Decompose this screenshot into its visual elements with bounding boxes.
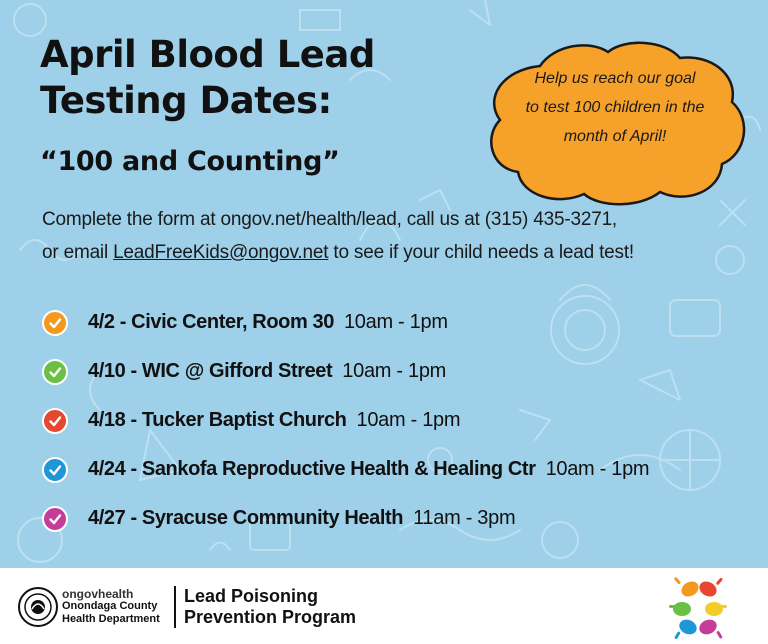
- intro-line-1: Complete the form at ongov.net/health/lead, call us at (315) 435-3271,: [42, 209, 618, 230]
- intro-line-2: [42, 236, 742, 269]
- date-time: 10am - 1pm: [343, 311, 448, 333]
- goal-callout-cloud: [480, 36, 750, 208]
- county-seal-icon: [18, 587, 58, 627]
- intro-email-suffix: to see if your child needs a lead test!: [328, 242, 634, 263]
- title-line-1: April Blood Lead: [40, 33, 375, 76]
- email-link[interactable]: LeadFreeKids@ongov.net: [113, 242, 329, 263]
- date-item: [42, 298, 762, 347]
- date-location: 4/18 - Tucker Baptist Church: [88, 409, 347, 431]
- date-location: 4/2 - Civic Center, Room 30: [88, 311, 334, 333]
- intro-email-prefix: or email: [42, 242, 114, 263]
- callout-line-3: month of April!: [563, 128, 667, 145]
- date-location: 4/10 - WIC @ Gifford Street: [88, 360, 333, 382]
- footer: [0, 568, 768, 644]
- checkmark-icon: [42, 408, 68, 434]
- checkmark-icon: [42, 359, 68, 385]
- checkmark-icon: [42, 506, 68, 532]
- program-name: [184, 586, 356, 628]
- org-name: [62, 588, 160, 626]
- testing-dates-list: [42, 298, 762, 543]
- checkmark-icon: [42, 457, 68, 483]
- page-title: [40, 32, 375, 124]
- dept-line-1: Onondaga County: [62, 600, 158, 612]
- date-item: [42, 445, 762, 494]
- date-item: [42, 494, 762, 543]
- intro-text: [42, 203, 742, 269]
- callout-text: [498, 64, 732, 151]
- footer-divider: [174, 586, 176, 628]
- date-item: [42, 396, 762, 445]
- callout-line-1: Help us reach our goal: [534, 70, 696, 87]
- date-item: [42, 347, 762, 396]
- date-time: 10am - 1pm: [545, 458, 650, 480]
- dept-line-2: Health Department: [62, 613, 160, 625]
- date-location: 4/27 - Syracuse Community Health: [88, 507, 404, 529]
- date-time: 10am - 1pm: [342, 360, 447, 382]
- callout-line-2: to test 100 children in the: [525, 99, 705, 116]
- subtitle: “100 and Counting”: [40, 146, 340, 177]
- checkmark-icon: [42, 310, 68, 336]
- date-time: 10am - 1pm: [356, 409, 461, 431]
- date-location: 4/24 - Sankofa Reproductive Health & Healing Ctr: [88, 458, 536, 480]
- date-time: 11am - 3pm: [413, 507, 516, 529]
- title-line-2: Testing Dates:: [40, 79, 332, 122]
- colorful-hands-logo-icon: [668, 575, 728, 641]
- program-line-1: Lead Poisoning: [184, 586, 319, 606]
- org-brand: ongovhealth: [62, 587, 134, 601]
- program-line-2: Prevention Program: [184, 607, 357, 627]
